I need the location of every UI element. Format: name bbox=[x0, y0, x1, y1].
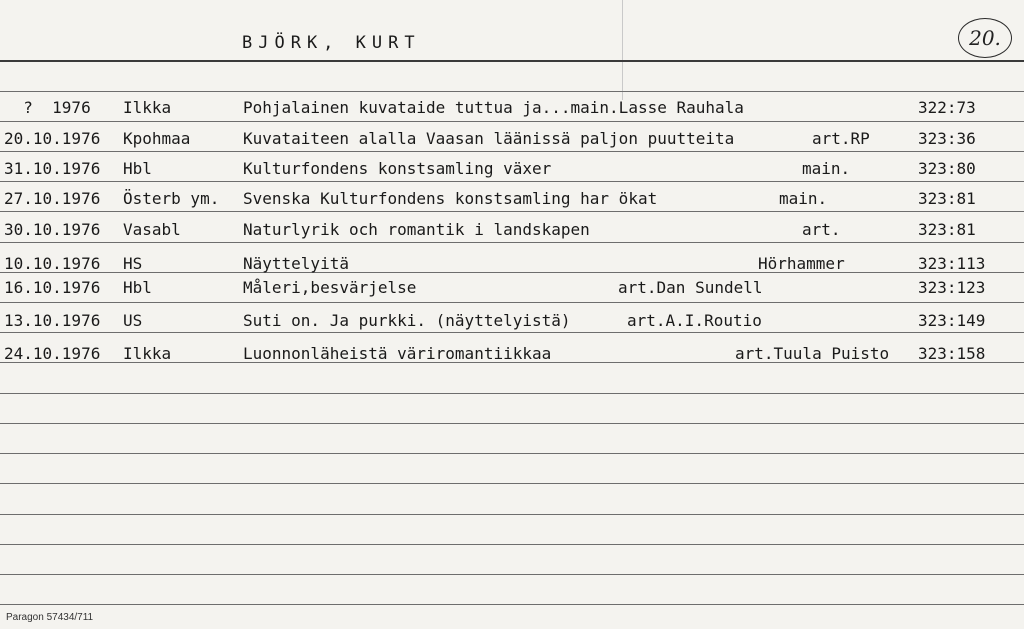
entry-title: Luonnonläheistä väriromantiikkaa bbox=[243, 344, 552, 363]
entry-row bbox=[0, 98, 1024, 124]
entry-title: Suti on. Ja purkki. (näyttelyistä) bbox=[243, 311, 571, 330]
entry-date: ? 1976 bbox=[4, 98, 91, 117]
entry-date: 13.10.1976 bbox=[4, 311, 101, 330]
entry-source: HS bbox=[123, 254, 143, 273]
entry-byline: art.Tuula Puisto bbox=[735, 344, 890, 363]
entry-byline: Hörhammer bbox=[758, 254, 845, 273]
entry-title: Måleri,besvärjelse bbox=[243, 278, 417, 297]
entry-date: 10.10.1976 bbox=[4, 254, 101, 273]
rule-line bbox=[0, 604, 1024, 605]
entry-reference: 323:80 bbox=[918, 159, 976, 178]
entry-title: Kuvataiteen alalla Vaasan läänissä paljon puutteita bbox=[243, 129, 735, 148]
entry-reference: 323:158 bbox=[918, 344, 986, 363]
entry-date: 16.10.1976 bbox=[4, 278, 101, 297]
entry-reference: 323:81 bbox=[918, 220, 976, 239]
entry-row bbox=[0, 311, 1024, 337]
card-fold-line bbox=[622, 0, 623, 100]
entry-byline: main. bbox=[779, 189, 828, 208]
entry-title: Näyttelyitä bbox=[243, 254, 349, 273]
entry-title: Svenska Kulturfondens konstsamling har ökat bbox=[243, 189, 658, 208]
entry-row bbox=[0, 254, 1024, 280]
entry-source: Vasabl bbox=[123, 220, 181, 239]
entry-reference: 322:73 bbox=[918, 98, 976, 117]
entry-source: Ilkka bbox=[123, 98, 172, 117]
printer-imprint: Paragon 57434/711 bbox=[6, 612, 94, 623]
rule-line bbox=[0, 91, 1024, 92]
entry-row bbox=[0, 344, 1024, 370]
rule-line bbox=[0, 514, 1024, 515]
entry-date: 20.10.1976 bbox=[4, 129, 101, 148]
entry-reference: 323:149 bbox=[918, 311, 986, 330]
entry-row bbox=[0, 189, 1024, 215]
card-number: 20. bbox=[958, 18, 1012, 58]
entry-row bbox=[0, 278, 1024, 304]
rule-line bbox=[0, 574, 1024, 575]
rule-line bbox=[0, 453, 1024, 454]
entry-title: Naturlyrik och romantik i landskapen bbox=[243, 220, 590, 239]
entry-date: 30.10.1976 bbox=[4, 220, 101, 239]
entry-row bbox=[0, 129, 1024, 155]
entry-title: Kulturfondens konstsamling växer bbox=[243, 159, 552, 178]
entry-reference: 323:113 bbox=[918, 254, 986, 273]
entry-byline: art.Dan Sundell bbox=[618, 278, 763, 297]
entry-byline: art.A.I.Routio bbox=[627, 311, 762, 330]
entry-date: 27.10.1976 bbox=[4, 189, 101, 208]
rule-line bbox=[0, 60, 1024, 62]
entry-source: Hbl bbox=[123, 278, 152, 297]
entry-source: Kpohmaa bbox=[123, 129, 191, 148]
entry-title: Pohjalainen kuvataide tuttua ja...main.Lasse Rauhala bbox=[243, 98, 744, 117]
entry-reference: 323:81 bbox=[918, 189, 976, 208]
entry-date: 31.10.1976 bbox=[4, 159, 101, 178]
card-name: BJÖRK, KURT bbox=[242, 33, 421, 53]
entry-byline: main. bbox=[802, 159, 851, 178]
rule-line bbox=[0, 483, 1024, 484]
entry-row bbox=[0, 159, 1024, 185]
entry-byline: art.RP bbox=[812, 129, 870, 148]
entry-byline: art. bbox=[802, 220, 841, 239]
entry-source: Hbl bbox=[123, 159, 152, 178]
rule-line bbox=[0, 544, 1024, 545]
rule-line bbox=[0, 423, 1024, 424]
entry-source: Ilkka bbox=[123, 344, 172, 363]
rule-line bbox=[0, 393, 1024, 394]
entry-date: 24.10.1976 bbox=[4, 344, 101, 363]
entry-source: US bbox=[123, 311, 143, 330]
entry-reference: 323:123 bbox=[918, 278, 986, 297]
entry-row bbox=[0, 220, 1024, 246]
entry-reference: 323:36 bbox=[918, 129, 976, 148]
entry-source: Österb ym. bbox=[123, 189, 220, 208]
